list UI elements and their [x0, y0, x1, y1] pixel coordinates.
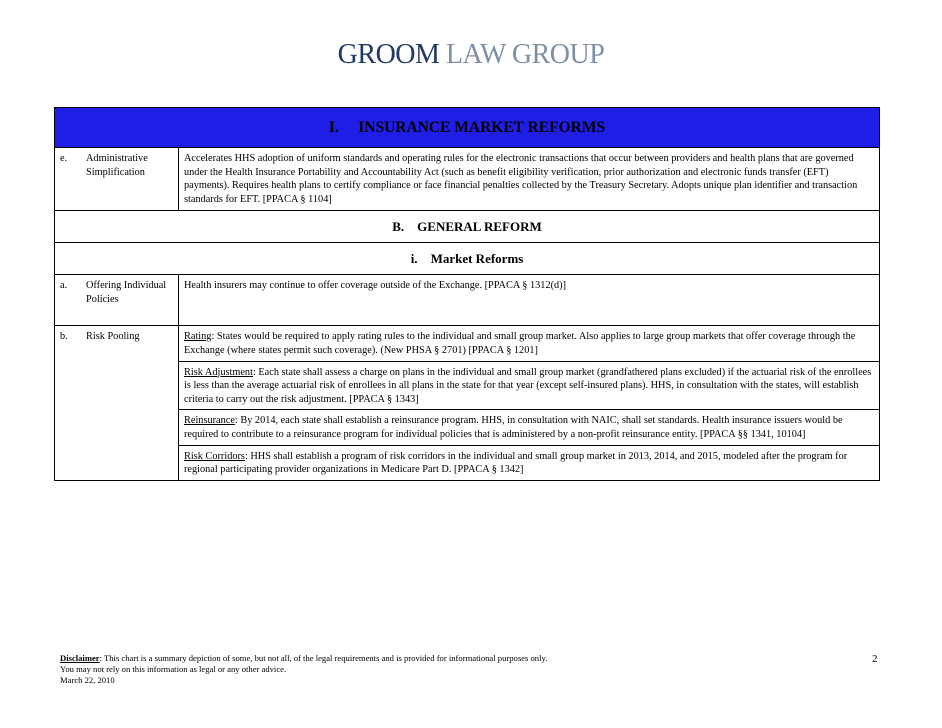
- row-e-label-cell: [55, 148, 179, 211]
- table-row: [55, 326, 880, 480]
- risk-adjustment-term: Risk Adjustment: [184, 366, 253, 378]
- subheader-market-reforms: [55, 243, 880, 275]
- subheader-i-row: [55, 243, 880, 275]
- risk-corridors-text: : HHS shall establish a program of risk corridors in the individual and small group market in 2013, 2014, and 2015, modeled after the program for regional participating provider organizations in Medicare Part D. [PPACA § 1342]: [184, 450, 848, 476]
- footer-disclaimer: [60, 653, 547, 686]
- row-b-letter: b.: [60, 331, 68, 343]
- section-header: [55, 108, 880, 148]
- subheader-b-title: GENERAL REFORM: [417, 219, 542, 235]
- row-e-text: Accelerates HHS adoption of uniform standards and operating rules for the electronic transactions that occur between providers and health plans that are governed under the Health Insurance Portability and Accountability Act (such as benefit eligibility verification, prior authorization and electronic funds transfer (EFT) payments). Requires health plans to certify compliance or face financial penalties collected by the Treasury Secretary. Adopts unique plan identifier and transaction standards for EFT. [PPACA § 1104]: [179, 148, 880, 211]
- row-e-label: Administrative Simplification: [86, 153, 148, 178]
- subheader-b-number: B.: [392, 219, 405, 235]
- subheader-b-row: [55, 211, 880, 243]
- rating-text: : States would be required to apply rating rules to the individual and small group market. Also applies to large group markets that offer coverage through the Exchange (where states permit such coverage). (New PHSA § 2701) [PPACA § 1201]: [184, 331, 856, 356]
- reforms-table: [54, 107, 880, 481]
- row-a-label-cell: [55, 275, 179, 326]
- footer-date: March 22, 2010: [60, 675, 115, 685]
- rating-paragraph: [179, 326, 879, 360]
- subheader-i-number: i.: [410, 251, 418, 267]
- logo-part-groom: GROOM: [337, 39, 440, 70]
- disclaimer-text: : This chart is a summary depiction of some, but not all, of the legal requirements and is provided for informational purposes only.: [99, 653, 548, 663]
- reinsurance-term: Reinsurance: [184, 415, 235, 427]
- disclaimer-label: Disclaimer: [60, 653, 100, 663]
- risk-corridors-term: Risk Corridors: [184, 450, 245, 462]
- subheader-i-title: Market Reforms: [430, 251, 524, 267]
- table-row: [55, 148, 880, 211]
- reinsurance-paragraph: [179, 409, 879, 444]
- section-header-row: [55, 108, 880, 148]
- risk-adjustment-text: : Each state shall assess a charge on plans in the individual and small group market (grandfathered plans excluded) if the actuarial risk of the enrollees is less than the average actuarial risk of enrollees in all plans in the state for that year (except self-insured plans). HHS, in consultation with the states, will establish criteria to carry out the risk adjustment. [PPACA § 1343]: [184, 366, 872, 405]
- row-a-text: Health insurers may continue to offer coverage outside of the Exchange. [PPACA § 1312(d)]: [179, 275, 880, 326]
- reinsurance-text: : By 2014, each state shall establish a reinsurance program. HHS, in consultation with NAIC, shall set standards. Health insurance issuers would be required to contribute to a reinsurance program for individual policies that is administered by a non-profit reinsurance entity. [PPACA §§ 1341, 10104]: [184, 415, 843, 440]
- rating-term: Rating: [184, 331, 212, 343]
- risk-adjustment-paragraph: [179, 361, 879, 410]
- section-title: INSURANCE MARKET REFORMS: [358, 118, 606, 136]
- disclaimer-line2: You may not rely on this information as legal or any other advice.: [60, 664, 287, 674]
- section-number: I.: [328, 118, 339, 136]
- row-b-label-cell: [55, 326, 179, 480]
- row-a-letter: a.: [60, 280, 68, 292]
- groom-law-group-logo: [0, 38, 942, 72]
- page-number: 2: [872, 653, 878, 665]
- logo-part-law-group: LAW GROUP: [445, 39, 605, 70]
- row-a-label: Offering Individual Policies: [86, 280, 167, 305]
- row-b-label: Risk Pooling: [86, 331, 140, 343]
- row-b-content: [179, 326, 880, 480]
- subheader-general-reform: [55, 211, 880, 243]
- table-row: [55, 275, 880, 326]
- risk-corridors-paragraph: [179, 445, 879, 480]
- row-e-letter: e.: [60, 153, 68, 164]
